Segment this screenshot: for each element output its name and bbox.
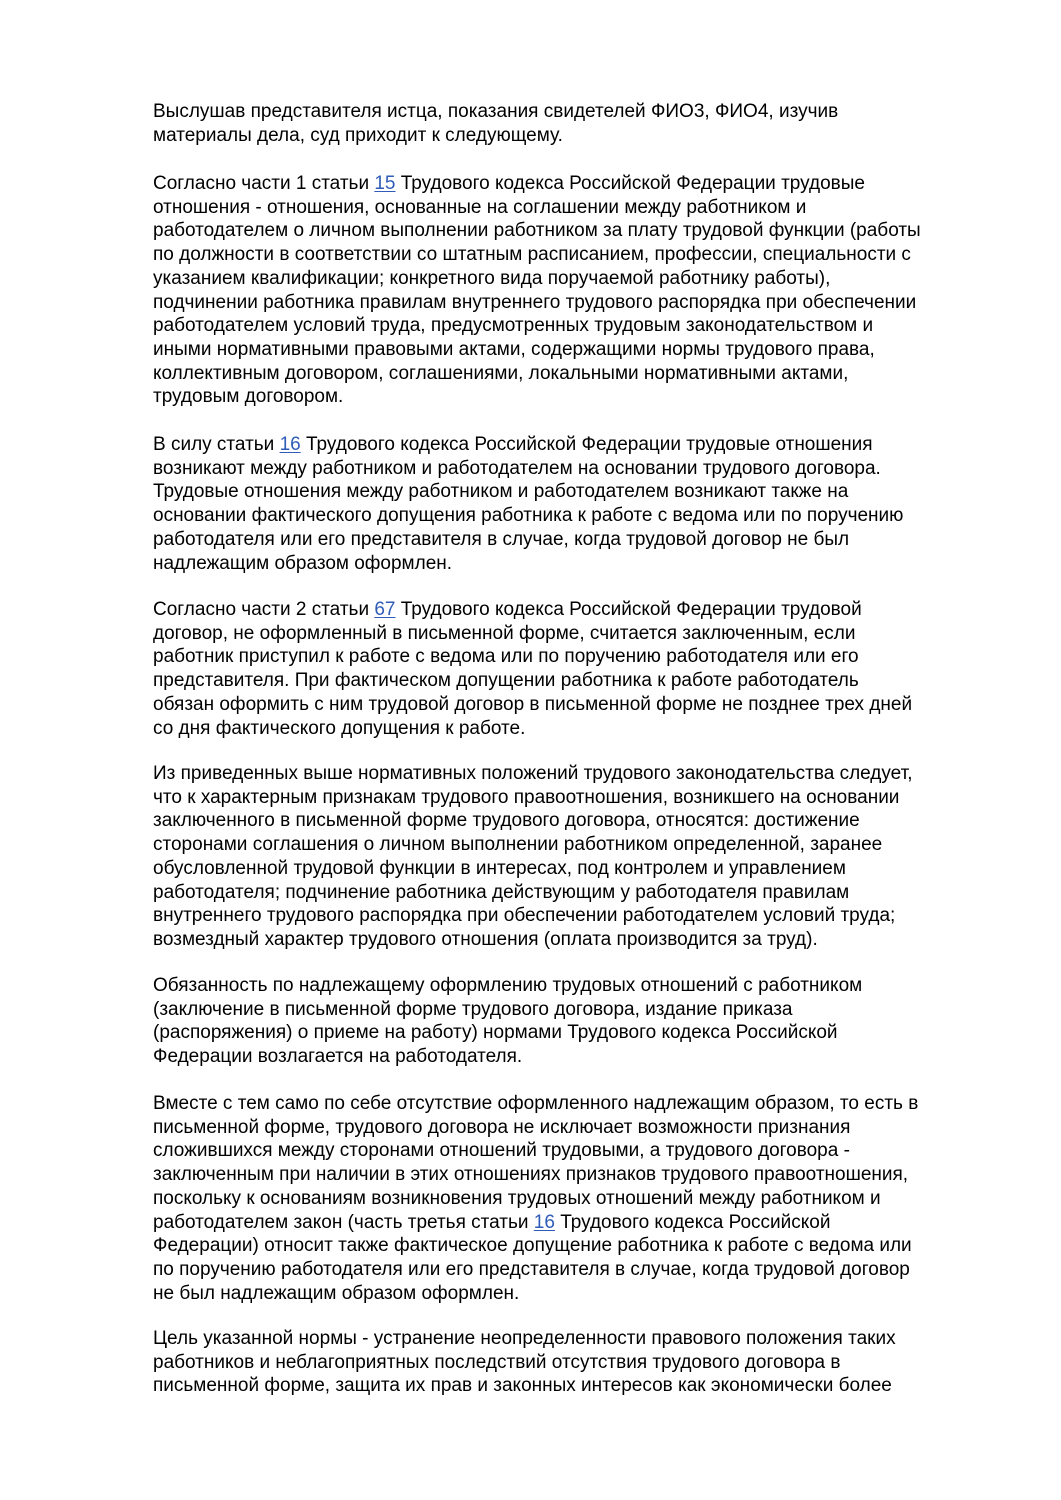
text-line: обязан оформить с ним трудовой договор в письменной форме не позднее трех дней bbox=[153, 693, 913, 715]
text-line: работодателя; подчинение работника действующим у работодателя правилам bbox=[153, 881, 850, 903]
text-line: возникают между работником и работодателем на основании трудового договора. bbox=[153, 457, 881, 479]
text-line: работодателем условий труда, предусмотренных трудовым законодательством и bbox=[153, 315, 874, 337]
paragraph bbox=[153, 433, 1013, 575]
text-line: обусловленной трудовой функции в интересах, под контролем и управлением bbox=[153, 857, 846, 879]
text-line: указанием квалификации; конкретного вида поручаемой работнику работы), bbox=[153, 267, 831, 289]
text-segment: Трудового кодекса Российской Федерации трудовые отношения bbox=[300, 434, 873, 455]
text-line: работник приступил к работе с ведома или по поручению работодателя или его bbox=[153, 646, 859, 668]
text-line: внутреннего трудового распорядка при обеспечении работодателем условий труда; bbox=[153, 905, 896, 927]
text-segment: работодателем закон (часть третья статьи bbox=[153, 1211, 534, 1233]
text-line: по поручению работодателя или его представителя в случае, когда трудовой договор bbox=[153, 1258, 910, 1280]
text-line bbox=[153, 598, 1013, 622]
text-line: Вместе с тем само по себе отсутствие оформленного надлежащим образом, то есть в bbox=[153, 1093, 919, 1114]
text-line: сторонами соглашения о личном выполнении работником определенной, заранее bbox=[153, 834, 883, 856]
text-line bbox=[153, 433, 1013, 457]
text-line: что к характерным признакам трудового правоотношения, возникшего на основании bbox=[153, 786, 900, 808]
text-line: Из приведенных выше нормативных положений трудового законодательства следует, bbox=[153, 763, 913, 784]
text-line: работодателем о личном выполнении работником за плату трудовой функции (работы bbox=[153, 220, 921, 242]
paragraph bbox=[153, 172, 1013, 409]
text-line: возмездный характер трудового отношения (оплата производится за труд). bbox=[153, 928, 818, 950]
text-line: Федерации возлагается на работодателя. bbox=[153, 1046, 523, 1068]
paragraph bbox=[153, 100, 1013, 147]
text-line: письменной форме, трудового договора не исключает возможности признания bbox=[153, 1116, 851, 1138]
text-line: Федерации) относит также фактическое допущение работника к работе с ведома или bbox=[153, 1235, 912, 1257]
text-line: письменной форме, защита их прав и законных интересов как экономически более bbox=[153, 1375, 892, 1397]
text-line: по должности в соответствии со штатным расписанием, профессии, специальности с bbox=[153, 244, 911, 266]
text-line: не был надлежащим образом оформлен. bbox=[153, 1282, 520, 1304]
text-segment: В силу статьи bbox=[153, 434, 280, 455]
text-line: подчинении работника правилам внутреннего трудового распорядка при обеспечении bbox=[153, 291, 917, 313]
text-line: со дня фактического допущения к работе. bbox=[153, 717, 526, 739]
paragraph bbox=[153, 1327, 1013, 1398]
paragraph bbox=[153, 1092, 1013, 1305]
text-line bbox=[153, 1211, 1013, 1235]
text-line: Трудовые отношения между работником и работодателем возникают также на bbox=[153, 481, 849, 503]
article-link[interactable]: 67 bbox=[374, 599, 396, 620]
text-line: основании фактического допущения работника к работе с ведома или по поручению bbox=[153, 505, 904, 527]
text-line: (распоряжения) о приеме на работу) нормами Трудового кодекса Российской bbox=[153, 1022, 838, 1044]
text-line: (заключение в письменной форме трудового договора, издание приказа bbox=[153, 998, 793, 1020]
text-line: трудовым договором. bbox=[153, 386, 344, 408]
text-line: договор, не оформленный в письменной форме, считается заключенным, если bbox=[153, 622, 856, 644]
text-line bbox=[153, 172, 1013, 196]
text-segment: Согласно части 1 статьи bbox=[153, 173, 375, 194]
text-segment: Согласно части 2 статьи bbox=[153, 599, 375, 620]
text-segment: Трудового кодекса Российской Федерации трудовой bbox=[395, 599, 862, 620]
text-line: Выслушав представителя истца, показания свидетелей ФИО3, ФИО4, изучив bbox=[153, 101, 839, 122]
text-line: отношения - отношения, основанные на соглашении между работником и bbox=[153, 196, 807, 218]
text-line: заключенным при наличии в этих отношениях признаков трудового правоотношения, bbox=[153, 1164, 909, 1186]
text-line: коллективным договором, соглашениями, локальными нормативными актами, bbox=[153, 362, 849, 384]
text-line: представителя. При фактическом допущении работника к работе работодатель bbox=[153, 670, 859, 692]
article-link[interactable]: 16 bbox=[279, 434, 301, 455]
text-line: сложившихся между сторонами отношений трудовыми, а трудового договора - bbox=[153, 1140, 850, 1162]
article-link[interactable]: 16 bbox=[533, 1211, 555, 1233]
text-line: заключенного в письменной форме трудового договора, относятся: достижение bbox=[153, 810, 860, 832]
paragraph bbox=[153, 598, 1013, 740]
text-line: Обязанность по надлежащему оформлению трудовых отношений с работником bbox=[153, 975, 863, 996]
text-segment: Трудового кодекса Российской Федерации трудовые bbox=[395, 173, 865, 194]
text-line: поскольку к основаниям возникновения трудовых отношений между работником и bbox=[153, 1187, 881, 1209]
text-line: надлежащим образом оформлен. bbox=[153, 552, 453, 574]
text-line: материалы дела, суд приходит к следующему. bbox=[153, 124, 563, 146]
text-line: работодателя или его представителя в случае, когда трудовой договор не был bbox=[153, 528, 850, 550]
text-line: работников и неблагоприятных последствий отсутствия трудового договора в bbox=[153, 1351, 841, 1373]
text-segment: Трудового кодекса Российской bbox=[554, 1211, 831, 1233]
paragraph bbox=[153, 974, 1013, 1069]
article-link[interactable]: 15 bbox=[374, 173, 396, 194]
text-line: иными нормативными правовыми актами, содержащими нормы трудового права, bbox=[153, 338, 875, 360]
paragraph bbox=[153, 762, 1013, 952]
text-line: Цель указанной нормы - устранение неопределенности правового положения таких bbox=[153, 1328, 896, 1349]
